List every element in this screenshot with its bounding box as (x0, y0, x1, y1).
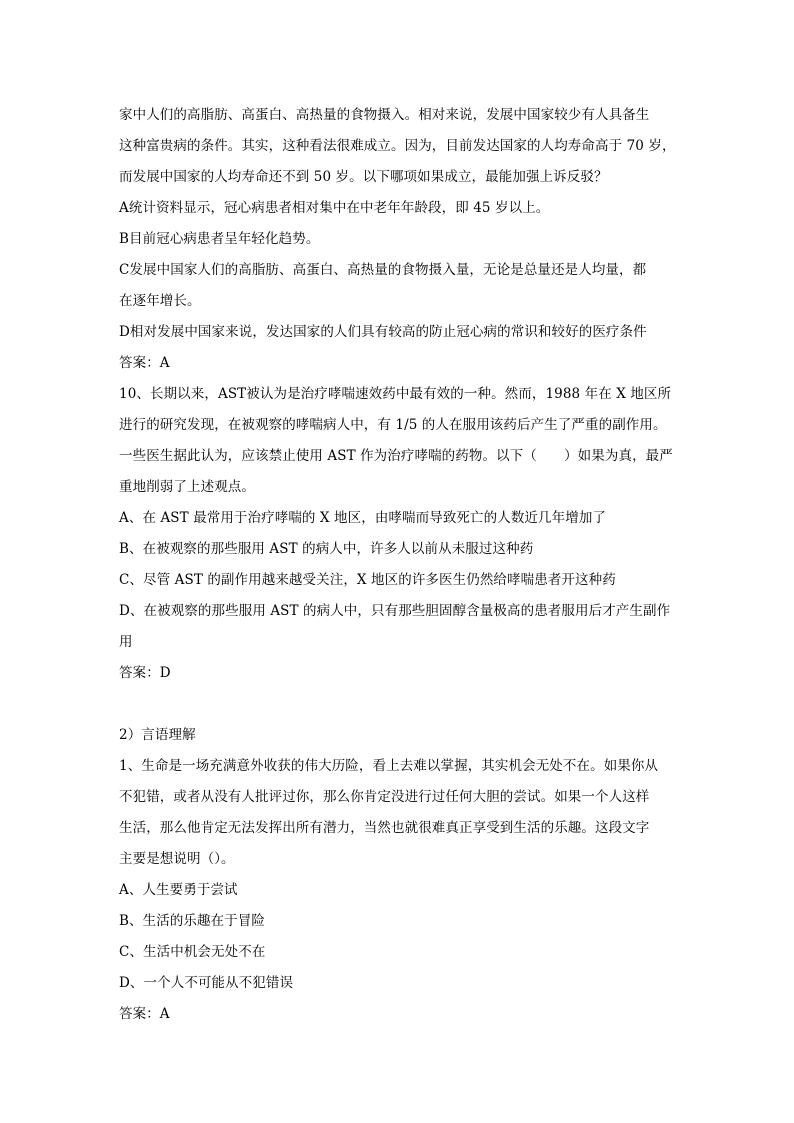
answer-q10: 答案：D (119, 665, 171, 681)
section-question-1-line-3: 生活，那么他肯定无法发挥出所有潜力，当然也就很难真正享受到生活的乐趣。这段文字 (119, 820, 650, 836)
option-d-q9: D相对发展中国家来说，发达国家的人们具有较高的防止冠心病的常识和较好的医疗条件 (119, 324, 647, 340)
option-c-q9: C发展中国家人们的高脂肪、高蛋白、高热量的食物摄入量，无论是总量还是人均量，都 (119, 262, 647, 278)
section-question-1-line-2: 不犯错，或者从没有人批评过你，那么你肯定没进行过任何大胆的尝试。如果一个人这样 (119, 789, 650, 805)
option-d-s1: D、一个人不可能从不犯错误 (119, 975, 294, 991)
option-c-q10: C、尽管 AST 的副作用越来越受关注，X 地区的许多医生仍然给哮喘患者开这种药 (119, 572, 616, 588)
text-line-1: 家中人们的高脂肪、高蛋白、高热量的食物摄入。相对来说，发展中国家较少有人具备生 (119, 107, 650, 123)
option-b-s1: B、生活的乐趣在于冒险 (119, 913, 266, 929)
blank-line (119, 689, 699, 720)
option-a-q9: A统计资料显示，冠心病患者相对集中在中老年年龄段，即 45 岁以上。 (119, 200, 550, 216)
section-heading: 2）言语理解 (119, 727, 196, 743)
answer-q9: 答案：A (119, 355, 170, 371)
section-question-1-line-1: 1、生命是一场充满意外收获的伟大历险，看上去难以掌握，其实机会无处不在。如果你从 (119, 758, 659, 774)
option-c-s1: C、生活中机会无处不在 (119, 944, 266, 960)
document-page (119, 100, 699, 1030)
option-d-q10: D、在被观察的那些服用 AST 的病人中，只有那些胆固醇含量极高的患者服用后才产生副作 (119, 603, 671, 619)
question-10-line-1: 10、长期以来，AST被认为是治疗哮喘速效药中最有效的一种。然而，1988 年在 X 地区所 (119, 386, 672, 402)
option-a-s1: A、人生要勇于尝试 (119, 882, 238, 898)
option-c-q9-cont: 在逐年增长。 (119, 293, 201, 309)
option-d-q10-cont: 用 (119, 634, 133, 650)
option-b-q9: B目前冠心病患者呈年轻化趋势。 (119, 231, 320, 247)
question-10-line-2: 进行的研究发现，在被观察的哮喘病人中，有 1/5 的人在服用该药后产生了严重的副作用。 (119, 417, 667, 433)
question-10-line-3: 一些医生据此认为，应该禁止使用 AST 作为治疗哮喘的药物。以下（ ）如果为真，最严 (119, 448, 673, 464)
text-line-3: 而发展中国家的人均寿命还不到 50 岁。以下哪项如果成立，最能加强上诉反驳？ (119, 169, 608, 185)
option-a-q10: A、在 AST 最常用于治疗哮喘的 X 地区，由哮喘而导致死亡的人数近几年增加了 (119, 510, 607, 526)
section-question-1-line-4: 主要是想说明（）。 (119, 851, 235, 867)
text-line-2: 这种富贵病的条件。其实，这种看法很难成立。因为，目前发达国家的人均寿命高于 70 岁， (119, 138, 676, 154)
answer-s1: 答案：A (119, 1006, 170, 1022)
question-10-line-4: 重地削弱了上述观点。 (119, 479, 255, 495)
option-b-q10: B、在被观察的那些服用 AST 的病人中，许多人以前从未服过这种药 (119, 541, 534, 557)
